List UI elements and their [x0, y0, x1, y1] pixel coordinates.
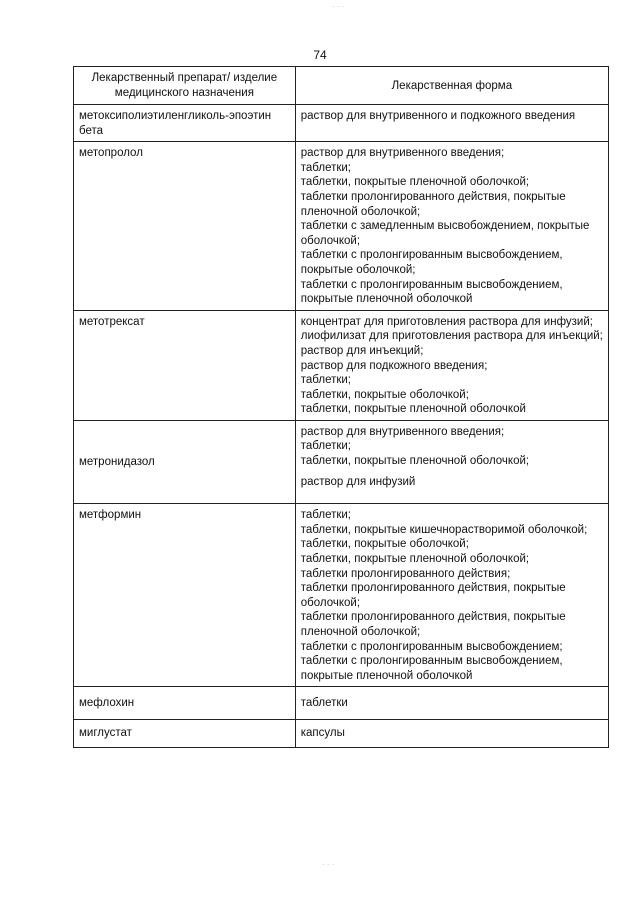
form-line: раствор для внутривенного введения;: [300, 147, 505, 160]
form-line: таблетки;: [300, 440, 351, 453]
form-line: таблетки, покрытые пленочной оболочкой;: [300, 553, 530, 566]
header-drug: Лекарственный препарат/ изделие медицинского назначения: [74, 67, 296, 105]
form-line: таблетки с замедленным высвобождением, покрытые оболочкой;: [300, 220, 590, 247]
form-line: таблетки, покрытые пленочной оболочкой;: [300, 176, 530, 189]
table-row: [74, 687, 609, 720]
form-line: лиофилизат для приготовления раствора для инъекций;: [300, 330, 603, 343]
form-line: концентрат для приготовления раствора для инфузий;: [300, 315, 593, 328]
drug-forms: [295, 142, 608, 311]
table-row: [74, 719, 609, 747]
form-line: раствор для внутривенного и подкожного введения: [300, 110, 576, 122]
form-line: капсулы: [300, 726, 345, 739]
table-header-row: [74, 67, 609, 105]
drug-name: метронидазол: [74, 420, 296, 503]
form-line: раствор для инъекций;: [300, 344, 424, 357]
scan-artifact-top: · · ·: [332, 2, 345, 11]
table-row: [74, 420, 609, 503]
form-line: таблетки: [300, 697, 348, 710]
form-line: таблетки, покрытые оболочкой;: [300, 388, 469, 401]
form-line: таблетки, покрытые пленочной оболочкой: [300, 403, 526, 416]
form-line: раствор для инфузий: [300, 475, 416, 488]
form-line: таблетки, покрытые оболочкой;: [300, 538, 469, 551]
drug-name: метотрексат: [74, 310, 296, 420]
drug-forms: [295, 310, 608, 420]
form-line: таблетки пролонгированного действия, покрытые оболочкой;: [300, 582, 566, 609]
scan-artifact-bottom: · · ·: [322, 860, 335, 869]
drug-name: мефлохин: [74, 687, 296, 720]
drug-table: [73, 66, 609, 748]
drug-name: метформин: [74, 504, 296, 687]
header-form: Лекарственная форма: [295, 67, 608, 105]
form-line: таблетки;: [300, 161, 351, 174]
form-line: таблетки с пролонгированным высвобождением;: [300, 640, 563, 653]
drug-forms: [295, 504, 608, 687]
form-line: раствор для внутривенного введения;: [300, 425, 505, 438]
table-row: [74, 142, 609, 311]
drug-forms: [295, 719, 608, 747]
form-line: таблетки;: [300, 509, 351, 522]
form-line: таблетки с пролонгированным высвобождением, покрытые оболочкой;: [300, 249, 563, 276]
table-row: [74, 105, 609, 142]
drug-forms: [295, 105, 608, 142]
form-line: таблетки;: [300, 374, 351, 387]
drug-name: метоксиполиэтиленгликоль-эпоэтин бета: [74, 105, 296, 142]
table-row: [74, 310, 609, 420]
form-line: таблетки пролонгированного действия, покрытые пленочной оболочкой;: [300, 611, 566, 638]
form-line: таблетки пролонгированного действия, покрытые пленочной оболочкой;: [300, 190, 566, 218]
drug-forms: [295, 687, 608, 720]
table-row: [74, 504, 609, 687]
form-line: таблетки с пролонгированным высвобождением, покрытые пленочной оболочкой: [300, 655, 563, 682]
form-line: таблетки, покрытые пленочной оболочкой;: [300, 455, 530, 468]
drug-forms: [295, 420, 608, 503]
page-number: 74: [313, 48, 327, 62]
form-line: таблетки, покрытые кишечнорастворимой оболочкой;: [300, 523, 588, 536]
drug-name: метопролол: [74, 142, 296, 311]
form-line: таблетки пролонгированного действия;: [300, 567, 511, 580]
form-line: раствор для подкожного введения;: [300, 359, 488, 372]
drug-name: миглустат: [74, 719, 296, 747]
form-line: таблетки с пролонгированным высвобождением, покрытые пленочной оболочкой: [300, 278, 563, 306]
